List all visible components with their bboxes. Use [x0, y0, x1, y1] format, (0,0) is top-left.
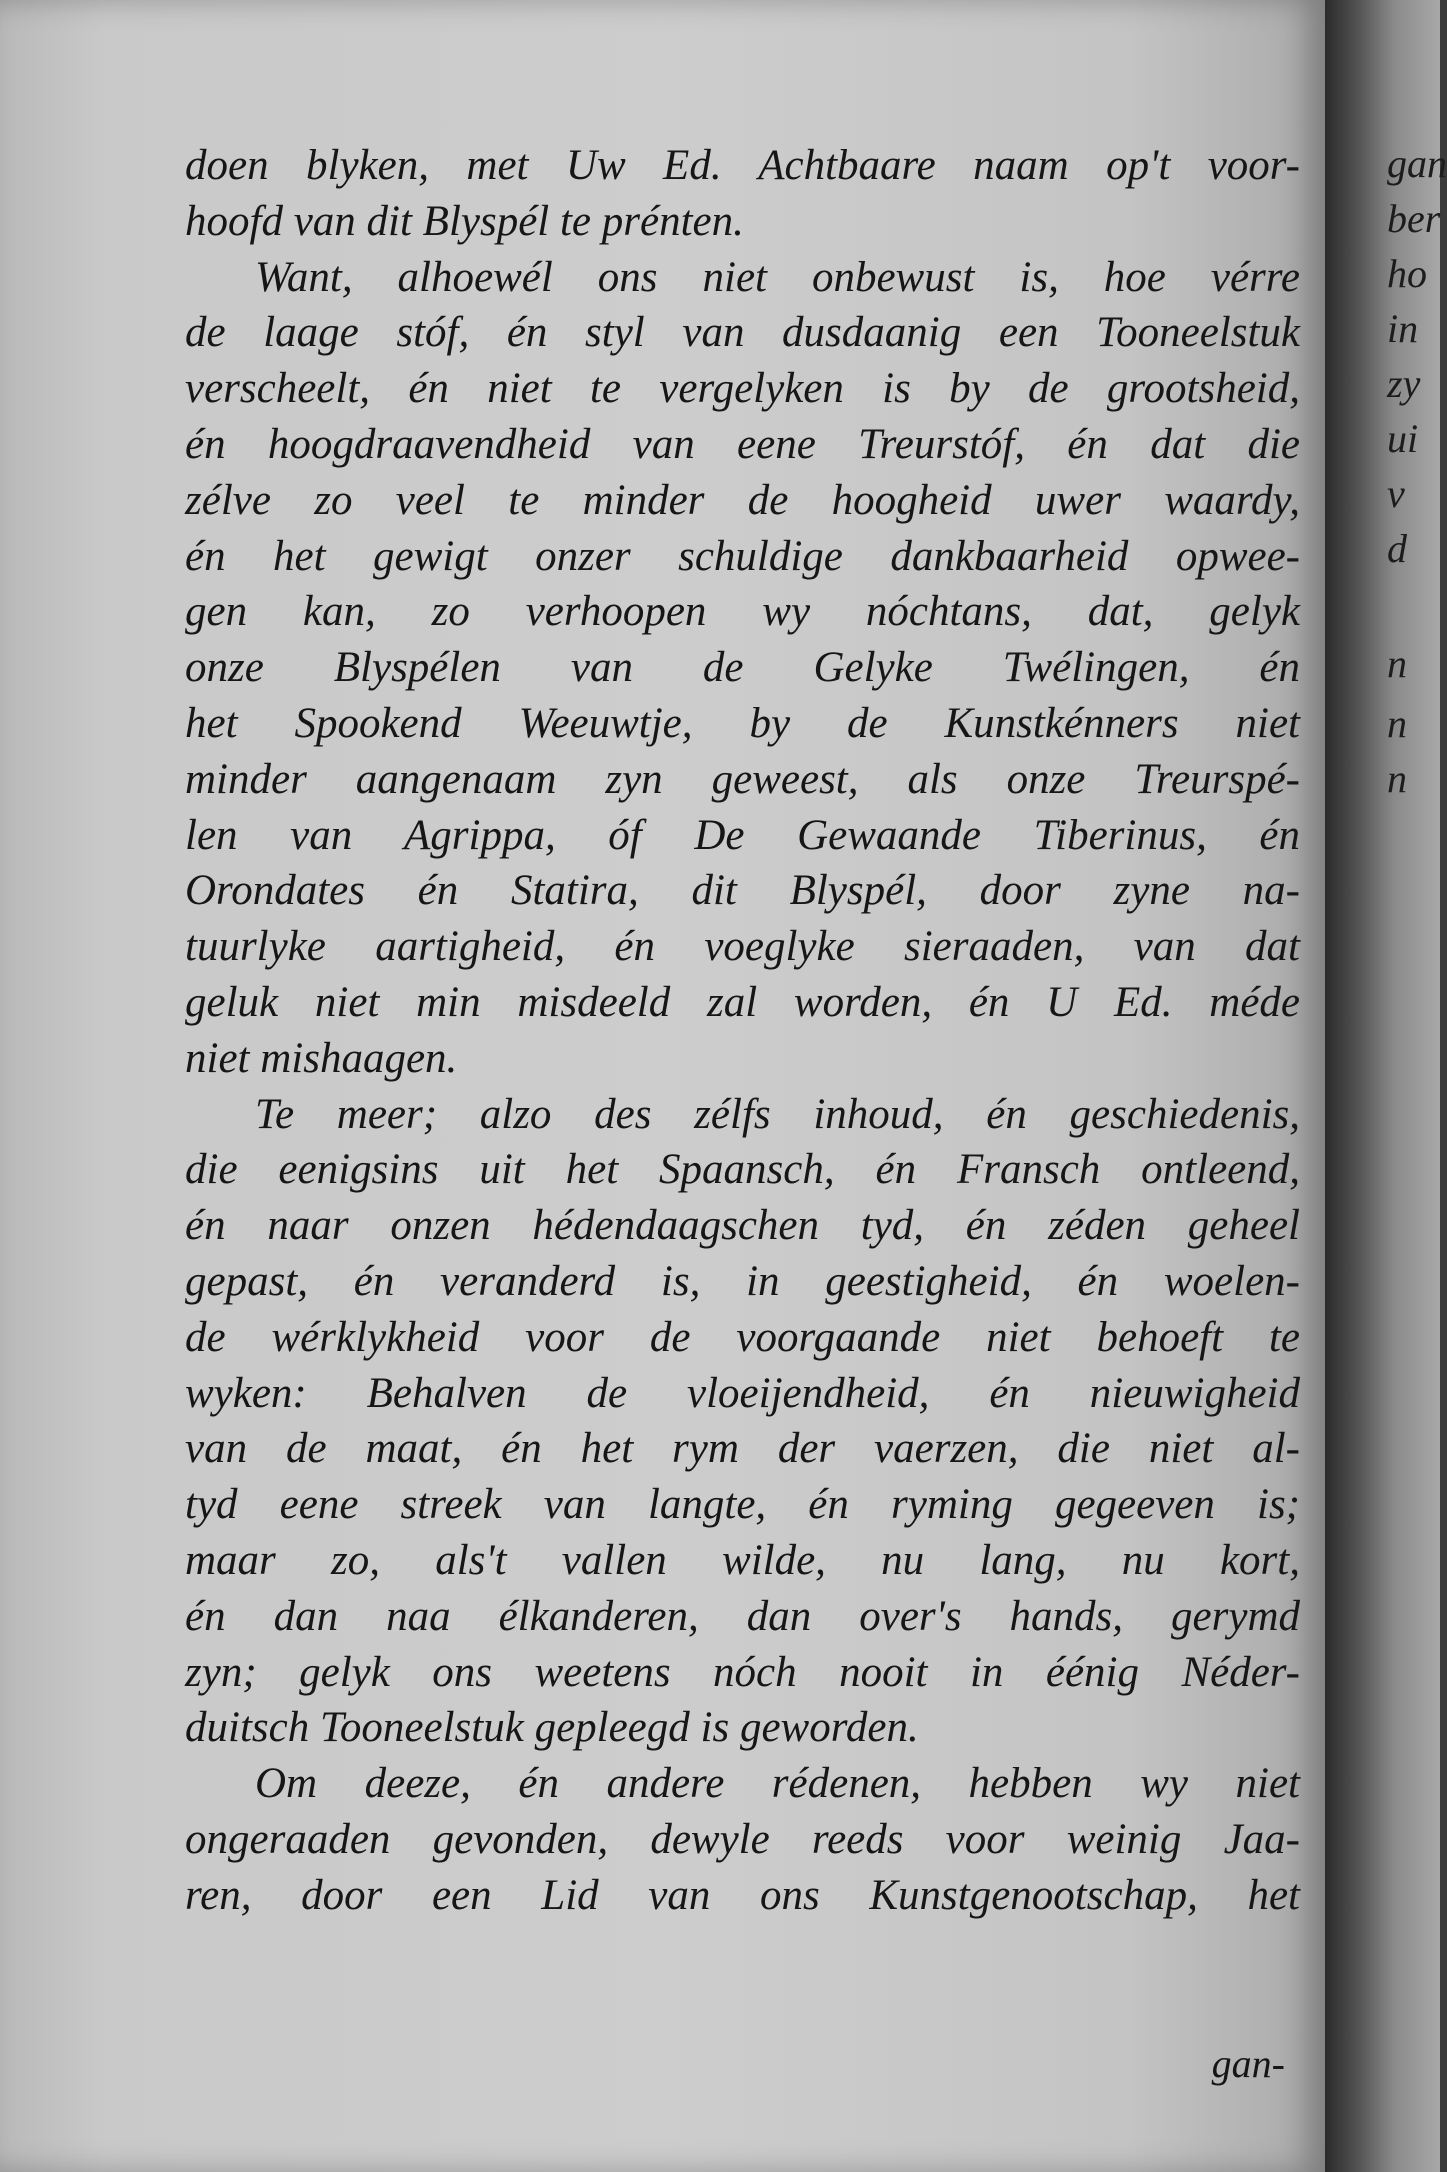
text-line: niet mishaagen. [185, 1034, 458, 1082]
text-line: zyn; gelyk ons weetens nóch nooit in éénig Néder- [185, 1648, 1300, 1696]
next-page-fragment: ho [1387, 251, 1427, 296]
text-line: gepast, én veranderd is, in geestigheid, én woelen- [185, 1257, 1300, 1305]
text-line: ongeraaden gevonden, dewyle reeds voor weinig Jaa- [185, 1815, 1300, 1863]
text-line: de wérklykheid voor de voorgaande niet behoeft te [185, 1313, 1300, 1361]
text-line: Want, alhoewél ons niet onbewust is, hoe vérre [255, 253, 1300, 301]
text-line: maar zo, als't vallen wilde, nu lang, nu kort, [185, 1536, 1300, 1584]
text-line: Te meer; alzo des zélfs inhoud, én geschiedenis, [255, 1090, 1300, 1138]
next-page-fragment: v [1387, 471, 1405, 516]
next-page-fragment: ui [1387, 416, 1419, 461]
text-line: hoofd van dit Blyspél te prénten. [185, 197, 744, 245]
text-line: len van Agrippa, óf De Gewaande Tiberinus, én [185, 811, 1300, 859]
text-line: de laage stóf, én styl van dusdaanig een Tooneelstuk [185, 309, 1300, 357]
text-line: minder aangenaam zyn geweest, als onze Treurspé- [185, 755, 1300, 803]
text-line: tyd eene streek van langte, én ryming gegeeven is; [185, 1481, 1300, 1529]
text-line: én dan naa élkanderen, dan over's hands, gerymd [185, 1592, 1300, 1640]
text-line: onze Blyspélen van de Gelyke Twélingen, én [185, 644, 1300, 692]
text-line: én hoogdraavendheid van eene Treurstóf, én dat die [185, 420, 1300, 468]
next-page-fragment: in [1387, 306, 1419, 351]
text-line: Om deeze, én andere rédenen, hebben wy niet [255, 1760, 1300, 1808]
text-line: gen kan, zo verhoopen wy nóchtans, dat, gelyk [185, 588, 1300, 636]
text-line: zélve zo veel te minder de hoogheid uwer waardy, [185, 476, 1300, 524]
text-line: het Spookend Weeuwtje, by de Kunstkénners niet [185, 699, 1300, 747]
next-page-fragment: d [1387, 526, 1407, 571]
text-line: doen blyken, met Uw Ed. Achtbaare naam op't voor- [185, 142, 1300, 189]
text-line: ren, door een Lid van ons Kunstgenootschap, het [185, 1871, 1300, 1919]
next-page-fragment: n [1387, 641, 1407, 686]
text-line: geluk niet min misdeeld zal worden, én U Ed. méde [185, 978, 1300, 1026]
page-text [185, 138, 1300, 1924]
next-page-fragment: gan [1387, 141, 1447, 186]
text-line: van de maat, én het rym der vaerzen, die niet al- [185, 1425, 1300, 1473]
text-line: verscheelt, én niet te vergelyken is by de grootsheid, [185, 365, 1300, 413]
text-line: én naar onzen hédendaagschen tyd, én zéden geheel [185, 1202, 1300, 1250]
catchword: gan- [1211, 2041, 1285, 2086]
next-page-fragment: ber [1387, 196, 1441, 241]
text-line: én het gewigt onzer schuldige dankbaarheid opwee- [185, 532, 1300, 580]
next-page-edge [1325, 0, 1447, 2172]
text-line: die eenigsins uit het Spaansch, én Fransch ontleend, [185, 1146, 1300, 1194]
text-line: Orondates én Statira, dit Blyspél, door zyne na- [185, 867, 1300, 915]
next-page-fragment: zy [1387, 361, 1421, 406]
text-line: wyken: Behalven de vloeijendheid, én nieuwigheid [185, 1369, 1300, 1417]
next-page-fragment: n [1387, 756, 1407, 801]
text-line: tuurlyke aartigheid, én voeglyke sieraaden, van dat [185, 923, 1300, 971]
text-line: duitsch Tooneelstuk gepleegd is geworden. [185, 1704, 919, 1752]
next-page-fragment: n [1387, 701, 1407, 746]
